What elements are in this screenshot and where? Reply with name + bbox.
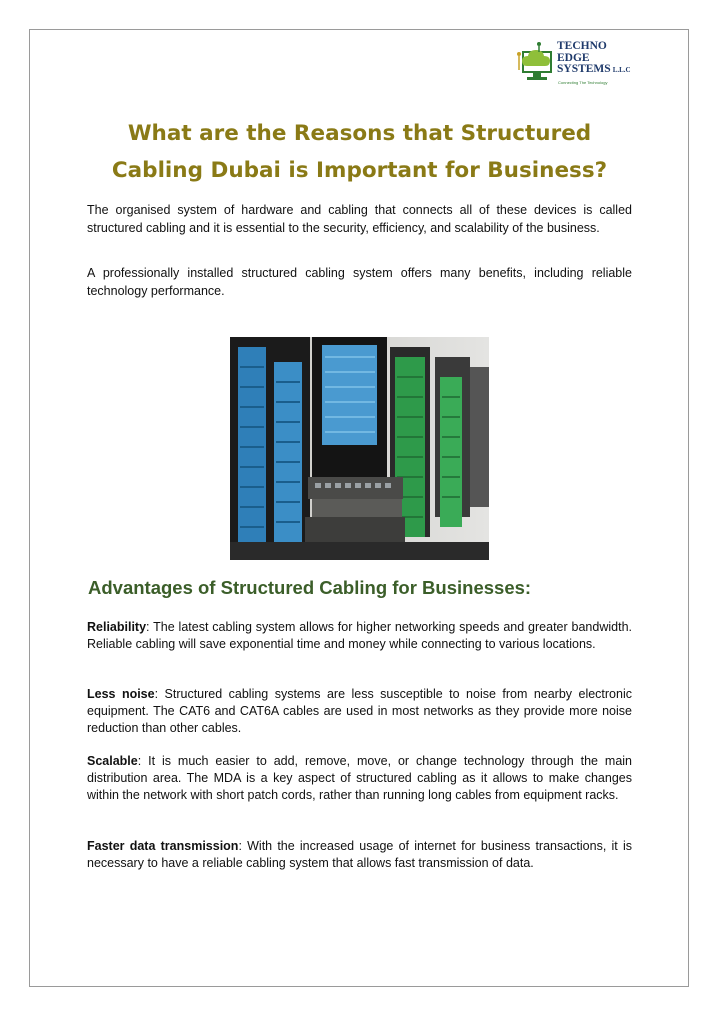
logo-llc: L.L.C: [612, 66, 631, 74]
advantage-text: : It is much easier to add, remove, move, or change technology through the main distribution area. The MDA is a key aspect of structured cabling as it allows to make changes within the network with short patch cords, rather than running long cables from equipment racks.: [87, 754, 632, 802]
server-rack-cabling-photo: [230, 337, 489, 560]
logo-wordmark: [557, 41, 631, 77]
logo-line-techno: TECHNO: [557, 40, 607, 52]
advantage-less-noise: [87, 686, 632, 737]
advantages-heading: Advantages of Structured Cabling for Businesses:: [88, 577, 532, 598]
advantage-text: : Structured cabling systems are less susceptible to noise from nearby electronic equipment. The CAT6 and CAT6A cables are used in most networks as they provide more noise reduction than other cables.: [87, 687, 632, 735]
logo-tagline: Connecting The Technology: [558, 80, 608, 85]
logo-cloud-monitor-icon: [515, 40, 555, 84]
advantage-faster-data: [87, 838, 632, 872]
advantage-text: : The latest cabling system allows for higher networking speeds and greater bandwidth. Reliable cabling will save exponential time and money while connecting to various locations.: [87, 620, 632, 651]
advantage-text: : With the increased usage of internet for business transactions, it is necessary to have a reliable cabling system that allows fast transmission of data.: [87, 839, 632, 870]
intro-paragraph-1: The organised system of hardware and cabling that connects all of these devices is called structured cabling and it is essential to the security, efficiency, and scalability of the business.: [87, 203, 632, 235]
logo-line-edge: EDGE: [557, 51, 590, 64]
server-rack-illustration: [230, 337, 489, 560]
page-title: [60, 115, 659, 189]
company-logo: [515, 40, 635, 90]
advantage-reliability: [87, 619, 632, 653]
advantage-scalable: [87, 753, 632, 804]
advantage-term: Faster data transmission: [87, 839, 239, 853]
advantage-term: Scalable: [87, 754, 138, 768]
intro-paragraph-2: A professionally installed structured cabling system offers many benefits, including reliable technology performance.: [87, 266, 632, 298]
logo-line-systems: [557, 64, 631, 77]
logo-systems-text: SYSTEMS: [557, 63, 611, 75]
advantage-term: Reliability: [87, 620, 147, 634]
title-line-2: Cabling Dubai is Important for Business?: [111, 158, 608, 183]
advantage-term: Less noise: [87, 687, 155, 701]
title-line-1: What are the Reasons that Structured: [127, 121, 592, 146]
